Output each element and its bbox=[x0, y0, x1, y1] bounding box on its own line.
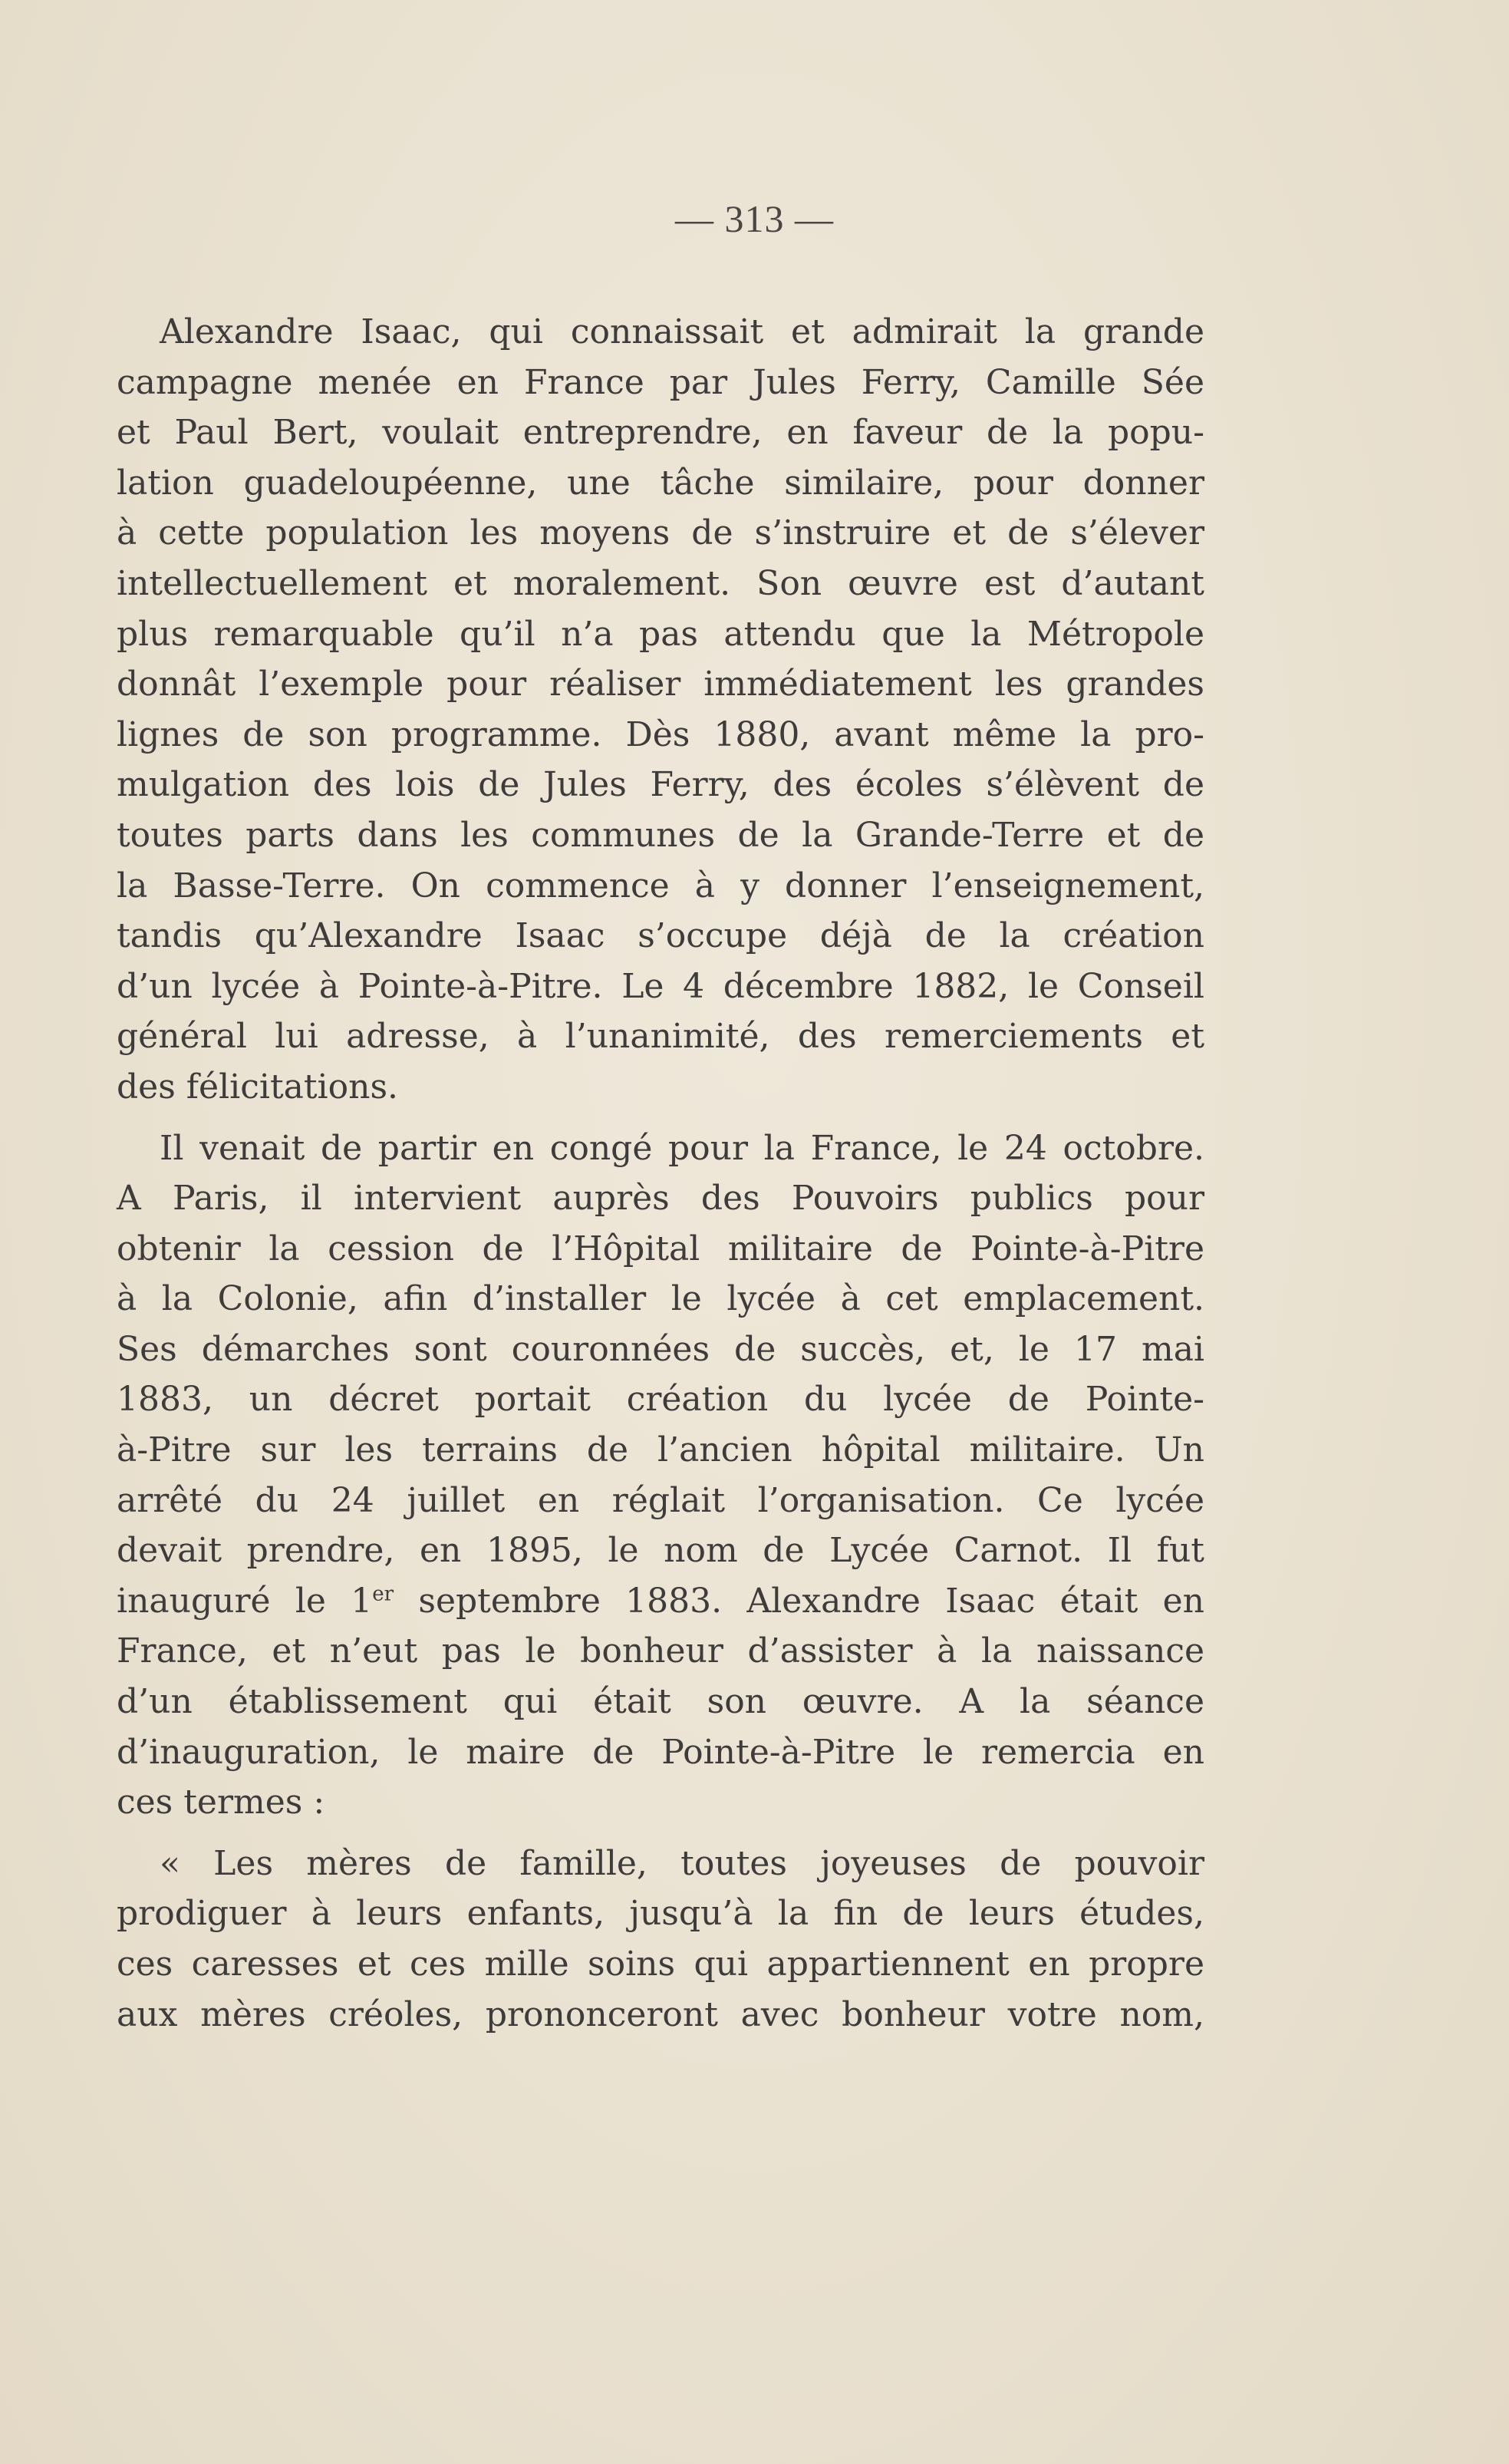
text-line: plus remarquable qu’il n’a pas attendu que la Métropole bbox=[117, 614, 1204, 654]
text-line: « Les mères de famille, toutes joyeuses de pouvoir bbox=[160, 1843, 1204, 1883]
text-line: d’inauguration, le maire de Pointe-à-Pitre le remercia en bbox=[117, 1732, 1204, 1772]
text-line: aux mères créoles, prononceront avec bonheur votre nom, bbox=[117, 1994, 1204, 2034]
text-line: tandis qu’Alexandre Isaac s’occupe déjà de la création bbox=[117, 916, 1204, 956]
text-line: toutes parts dans les communes de la Grande-Terre et de bbox=[117, 815, 1204, 855]
paragraph-1 bbox=[117, 307, 1204, 1113]
text-fragment: septembre 1883. Alexandre Isaac était en bbox=[394, 1581, 1204, 1621]
text-line: prodiguer à leurs enfants, jusqu’à la fin de leurs études, bbox=[117, 1894, 1204, 1934]
body-text bbox=[117, 307, 1204, 2050]
page-number: — 313 — bbox=[675, 197, 834, 240]
text-line: d’un lycée à Pointe-à-Pitre. Le 4 décembre 1882, le Conseil bbox=[117, 966, 1204, 1006]
text-fragment: inauguré le 1 bbox=[117, 1581, 373, 1621]
text-line: mulgation des lois de Jules Ferry, des écoles s’élèvent de bbox=[117, 765, 1204, 805]
text-line: obtenir la cession de l’Hôpital militaire de Pointe-à-Pitre bbox=[117, 1229, 1204, 1268]
text-line: et Paul Bert, voulait entreprendre, en faveur de la popu- bbox=[117, 413, 1204, 453]
text-line: lignes de son programme. Dès 1880, avant même la pro- bbox=[117, 714, 1204, 754]
text-line: des félicitations. bbox=[117, 1067, 399, 1107]
text-line: donnât l’exemple pour réaliser immédiatement les grandes bbox=[117, 665, 1204, 704]
text-line: ces termes : bbox=[117, 1783, 325, 1822]
paragraph-3 bbox=[117, 1839, 1204, 2040]
text-line: général lui adresse, à l’unanimité, des remerciements et bbox=[117, 1017, 1204, 1057]
ordinal-superscript: er bbox=[372, 1582, 394, 1606]
text-line: campagne menée en France par Jules Ferry, Camille Sée bbox=[117, 362, 1204, 402]
paragraph-2 bbox=[117, 1123, 1204, 1828]
text-line: A Paris, il intervient auprès des Pouvoirs publics pour bbox=[117, 1179, 1204, 1219]
text-line: Alexandre Isaac, qui connaissait et admirait la grande bbox=[160, 312, 1204, 351]
text-line: à-Pitre sur les terrains de l’ancien hôpital militaire. Un bbox=[117, 1430, 1204, 1470]
text-line: lation guadeloupéenne, une tâche similaire, pour donner bbox=[117, 463, 1204, 503]
text-line: d’un établissement qui était son œuvre. A la séance bbox=[117, 1682, 1204, 1722]
text-line: à la Colonie, afin d’installer le lycée à cet emplacement. bbox=[117, 1279, 1204, 1319]
text-line-with-superscript bbox=[117, 1576, 1204, 1627]
text-line: arrêté du 24 juillet en réglait l’organisation. Ce lycée bbox=[117, 1480, 1204, 1520]
text-line: devait prendre, en 1895, le nom de Lycée Carnot. Il fut bbox=[117, 1531, 1204, 1571]
text-line: Il venait de partir en congé pour la France, le 24 octobre. bbox=[160, 1128, 1204, 1168]
text-line: Ses démarches sont couronnées de succès, et, le 17 mai bbox=[117, 1329, 1204, 1369]
text-line: à cette population les moyens de s’instruire et de s’élever bbox=[117, 513, 1204, 553]
text-line: la Basse-Terre. On commence à y donner l’enseignement, bbox=[117, 866, 1204, 905]
text-line: 1883, un décret portait création du lycée de Pointe- bbox=[117, 1380, 1204, 1420]
text-line: France, et n’eut pas le bonheur d’assister à la naissance bbox=[117, 1631, 1204, 1671]
text-line: intellectuellement et moralement. Son œuvre est d’autant bbox=[117, 563, 1204, 603]
text-line: ces caresses et ces mille soins qui appartiennent en propre bbox=[117, 1944, 1204, 1984]
